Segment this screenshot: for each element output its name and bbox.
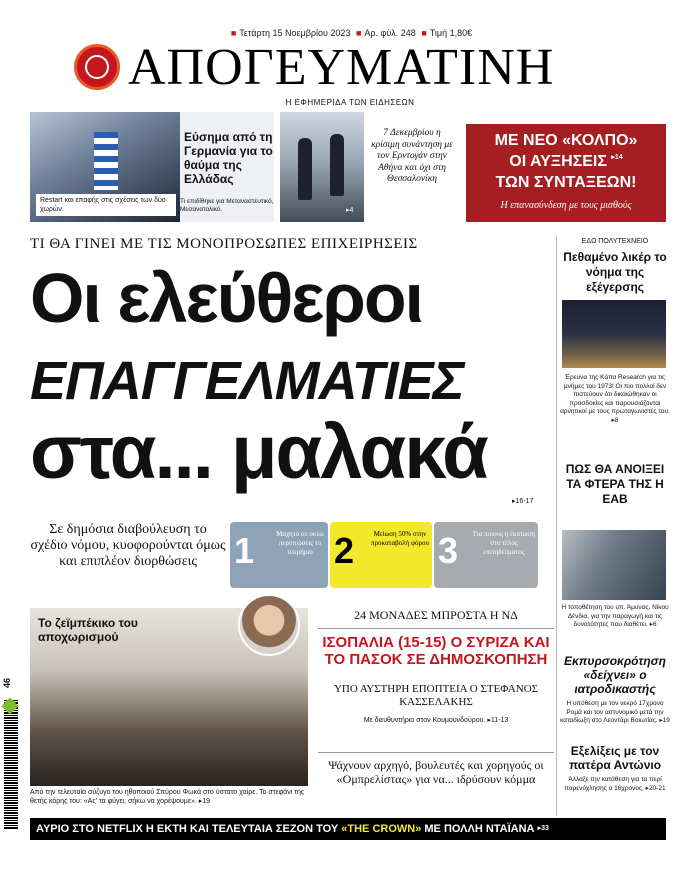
dateline-bullet: ■ xyxy=(355,28,362,38)
lead-kicker: ΤΙ ΘΑ ΓΙΝΕΙ ΜΕ ΤΙΣ ΜΟΝΟΠΡΟΣΩΠΕΣ ΕΠΙΧΕΙΡΗΣΕΙΣ xyxy=(30,236,418,252)
teaser-pensions-sub: Η επανασύνδεση με τους μισθούς xyxy=(500,200,632,211)
lead-page-ref: ▸16-17 xyxy=(512,498,534,505)
banner-text-before: ΑΥΡΙΟ ΣΤΟ NETFLIX Η ΕΚΤΗ ΚΑΙ ΤΕΛΕΥΤΑΙΑ ΣΕΖΟΝ ΤΟΥ xyxy=(36,823,342,835)
issue-number: Αρ. φύλ. 248 xyxy=(364,28,416,38)
coroner-headline[interactable]: Εκπυρσοκρότηση «δείχνει» ο ιατροδικαστής xyxy=(564,654,666,696)
polytechnic-headline[interactable]: Πεθαμένο λικέρ το νόημα της εξέγερσης xyxy=(563,250,667,294)
newspaper-title[interactable]: ΑΠΟΓΕΥΜΑΤΙΝΗ xyxy=(128,39,555,96)
teaser-erdogan-text[interactable]: 7 Δεκεμβρίου η κρίσιμη συνάντηση με τον Ερντογάν στην Αθήνα και όχι στη Θεσσαλονίκη xyxy=(371,128,453,184)
polytechnic-kicker: ΕΔΩ ΠΟΛΥΤΕΧΝΕΙΟ xyxy=(581,238,649,245)
dateline-bullet: ■ xyxy=(230,28,237,38)
issue-price: Τιμή 1,80€ xyxy=(429,28,473,38)
step-number: 2 xyxy=(334,530,355,571)
funeral-caption: Από την τελευταία σύζυγο του ηθοποιού Σπύρου Φωκά στο ύστατο χαίρε. Το στεφάνι της θετής κόρης του: «Ας' τα φύγει, σήκω να χορέψουμε». ▸19 xyxy=(30,789,305,805)
lead-step-1 xyxy=(230,522,328,588)
barcode-icon xyxy=(4,700,18,830)
polytechnic-photo xyxy=(562,300,666,368)
newspaper-emblem-icon xyxy=(74,44,120,90)
divider xyxy=(318,752,554,753)
polytechnic-text: Έρευνα της Κάπα Research για τις μνήμες του 1973! Οι πιο πολλοί δεν πιστεύουν ότι δικαιώθηκαν οι προσδοκίες και παρουσιάζονται αρνητικοί με τους πρωταγωνιστές του. ▸8 xyxy=(560,374,670,424)
teaser-pensions-line2: ΟΙ ΑΥΞΗΣΕΙΣ xyxy=(509,153,607,170)
teaser-pensions[interactable] xyxy=(466,124,666,222)
lead-deck: Σε δημόσια διαβούλευση το σχέδιο νόμου, κυοφορούνται όμως και επιπλέον διορθώσεις xyxy=(30,522,226,569)
kasselakis-byline: Με διευθυντήριο στον Κουμουνδούρου. ▸11-13 xyxy=(363,717,509,724)
newspaper-tagline: Η ΕΦΗΜΕΡΙΔΑ ΤΩΝ ΕΙΔΗΣΕΩΝ xyxy=(285,98,415,107)
step-number: 3 xyxy=(438,530,459,571)
greek-flag-icon xyxy=(94,132,118,190)
teaser-germany-photo-caption: Restart και επαφής στις σχέσεις των δύο χωρών. xyxy=(36,194,176,216)
lead-step-2 xyxy=(330,522,432,588)
poll-kicker: 24 ΜΟΝΑΔΕΣ ΜΠΡΟΣΤΑ Η ΝΔ xyxy=(354,608,518,622)
teaser-germany-photo xyxy=(30,112,180,222)
lead-headline-line3[interactable]: στα... μαλακά xyxy=(30,410,487,495)
banner-highlight: «THE CROWN» xyxy=(341,823,422,835)
teaser-germany-sub: Τι επιδίθηκε για Μεταναστευτικό, Μεσανατολικό. xyxy=(180,198,274,213)
antonios-headline[interactable]: Εξελίξεις με τον πατέρα Αντώνιο xyxy=(568,744,662,772)
step-text: Για ποιους η έκπτωση στο τέλος επιτηδεύματος xyxy=(473,530,535,556)
funeral-headline[interactable]: Το ζεϊμπέκικο του αποχωρισμού xyxy=(38,616,138,644)
divider xyxy=(318,628,554,629)
dateline-bullet: ■ xyxy=(421,28,427,38)
eab-headline[interactable]: ΠΩΣ ΘΑ ΑΝΟΙΞΕΙ ΤΑ ΦΤΕΡΑ ΤΗΣ Η ΕΑΒ xyxy=(565,462,665,506)
step-text: Μείωση 50% στην προκαταβολή φόρου xyxy=(371,530,429,547)
actor-portrait xyxy=(238,594,300,656)
teaser-pensions-line3: ΤΩΝ ΣΥΝΤΑΞΕΩΝ! xyxy=(495,174,637,191)
dateline xyxy=(0,28,700,38)
eab-text: Η τοποθέτηση του υπ. Άμυνας, Νίκου Δένδια, για την παραγωγή και τις δυνατότητες που διαθέτει. ▸6 xyxy=(561,604,669,628)
step-text: Μαχητό σε οκτώ περιπτώσεις το τεκμήριο xyxy=(276,530,324,556)
figure-silhouette xyxy=(330,134,344,196)
figure-silhouette xyxy=(298,138,312,200)
antonios-text: Άλλαξε την κατάθεση για τα περί παρενόχλησης ο 16χρονος. ▸20-21 xyxy=(564,776,666,792)
party-story[interactable]: Ψάχνουν αρχηγό, βουλευτές και χορηγούς οι «Ομπρελίστας» για να... ιδρύσουν κόμμα xyxy=(328,758,544,786)
teaser-pensions-page: ▸14 xyxy=(611,154,623,161)
poll-headline[interactable]: ΙΣΟΠΑΛΙΑ (15-15) Ο ΣΥΡΙΖΑ ΚΑΙ ΤΟ ΠΑΣΟΚ ΣΕ ΔΗΜΟΣΚΟΠΗΣΗ xyxy=(322,634,550,668)
step-number: 1 xyxy=(234,530,255,571)
eab-photo xyxy=(562,530,666,600)
teaser-pensions-line2-wrap xyxy=(466,153,666,171)
teaser-erdogan-page: ▸4 xyxy=(346,207,354,214)
column-divider xyxy=(556,236,557,816)
coroner-text: Η υπόθεση με τον νεκρό 17χρονο Ρομά και τον αστυνομικό μετά την καταδίωξη στο Λεοντάρι Βοιωτίας. ▸19 xyxy=(560,700,670,724)
banner-page-ref: ▸33 xyxy=(537,825,549,832)
lead-step-3 xyxy=(434,522,538,588)
teaser-pensions-line1: ΜΕ ΝΕΟ «ΚΟΛΠΟ» xyxy=(494,132,638,149)
lead-headline-line1[interactable]: Οι ελεύθεροι xyxy=(30,259,423,337)
teaser-germany-headline[interactable]: Εύσημα από τη Γερμανία για το θαύμα της Ελλάδας xyxy=(184,130,273,186)
lead-headline-line2[interactable]: ΕΠΑΓΓΕΛΜΑΤΙΕΣ xyxy=(30,351,464,411)
netflix-banner[interactable] xyxy=(30,818,666,840)
side-issue-number: 46 xyxy=(2,677,13,689)
banner-text-after: ΜΕ ΠΟΛΛΗ ΝΤΑΪΑΝΑ xyxy=(421,823,535,835)
kasselakis-headline[interactable]: ΥΠΟ ΑΥΣΤΗΡΗ ΕΠΟΠΤΕΙΑ Ο ΣΤΕΦΑΝΟΣ ΚΑΣΣΕΛΑΚΗΣ xyxy=(333,683,539,708)
issue-date: Τετάρτη 15 Νοεμβρίου 2023 xyxy=(239,28,351,38)
